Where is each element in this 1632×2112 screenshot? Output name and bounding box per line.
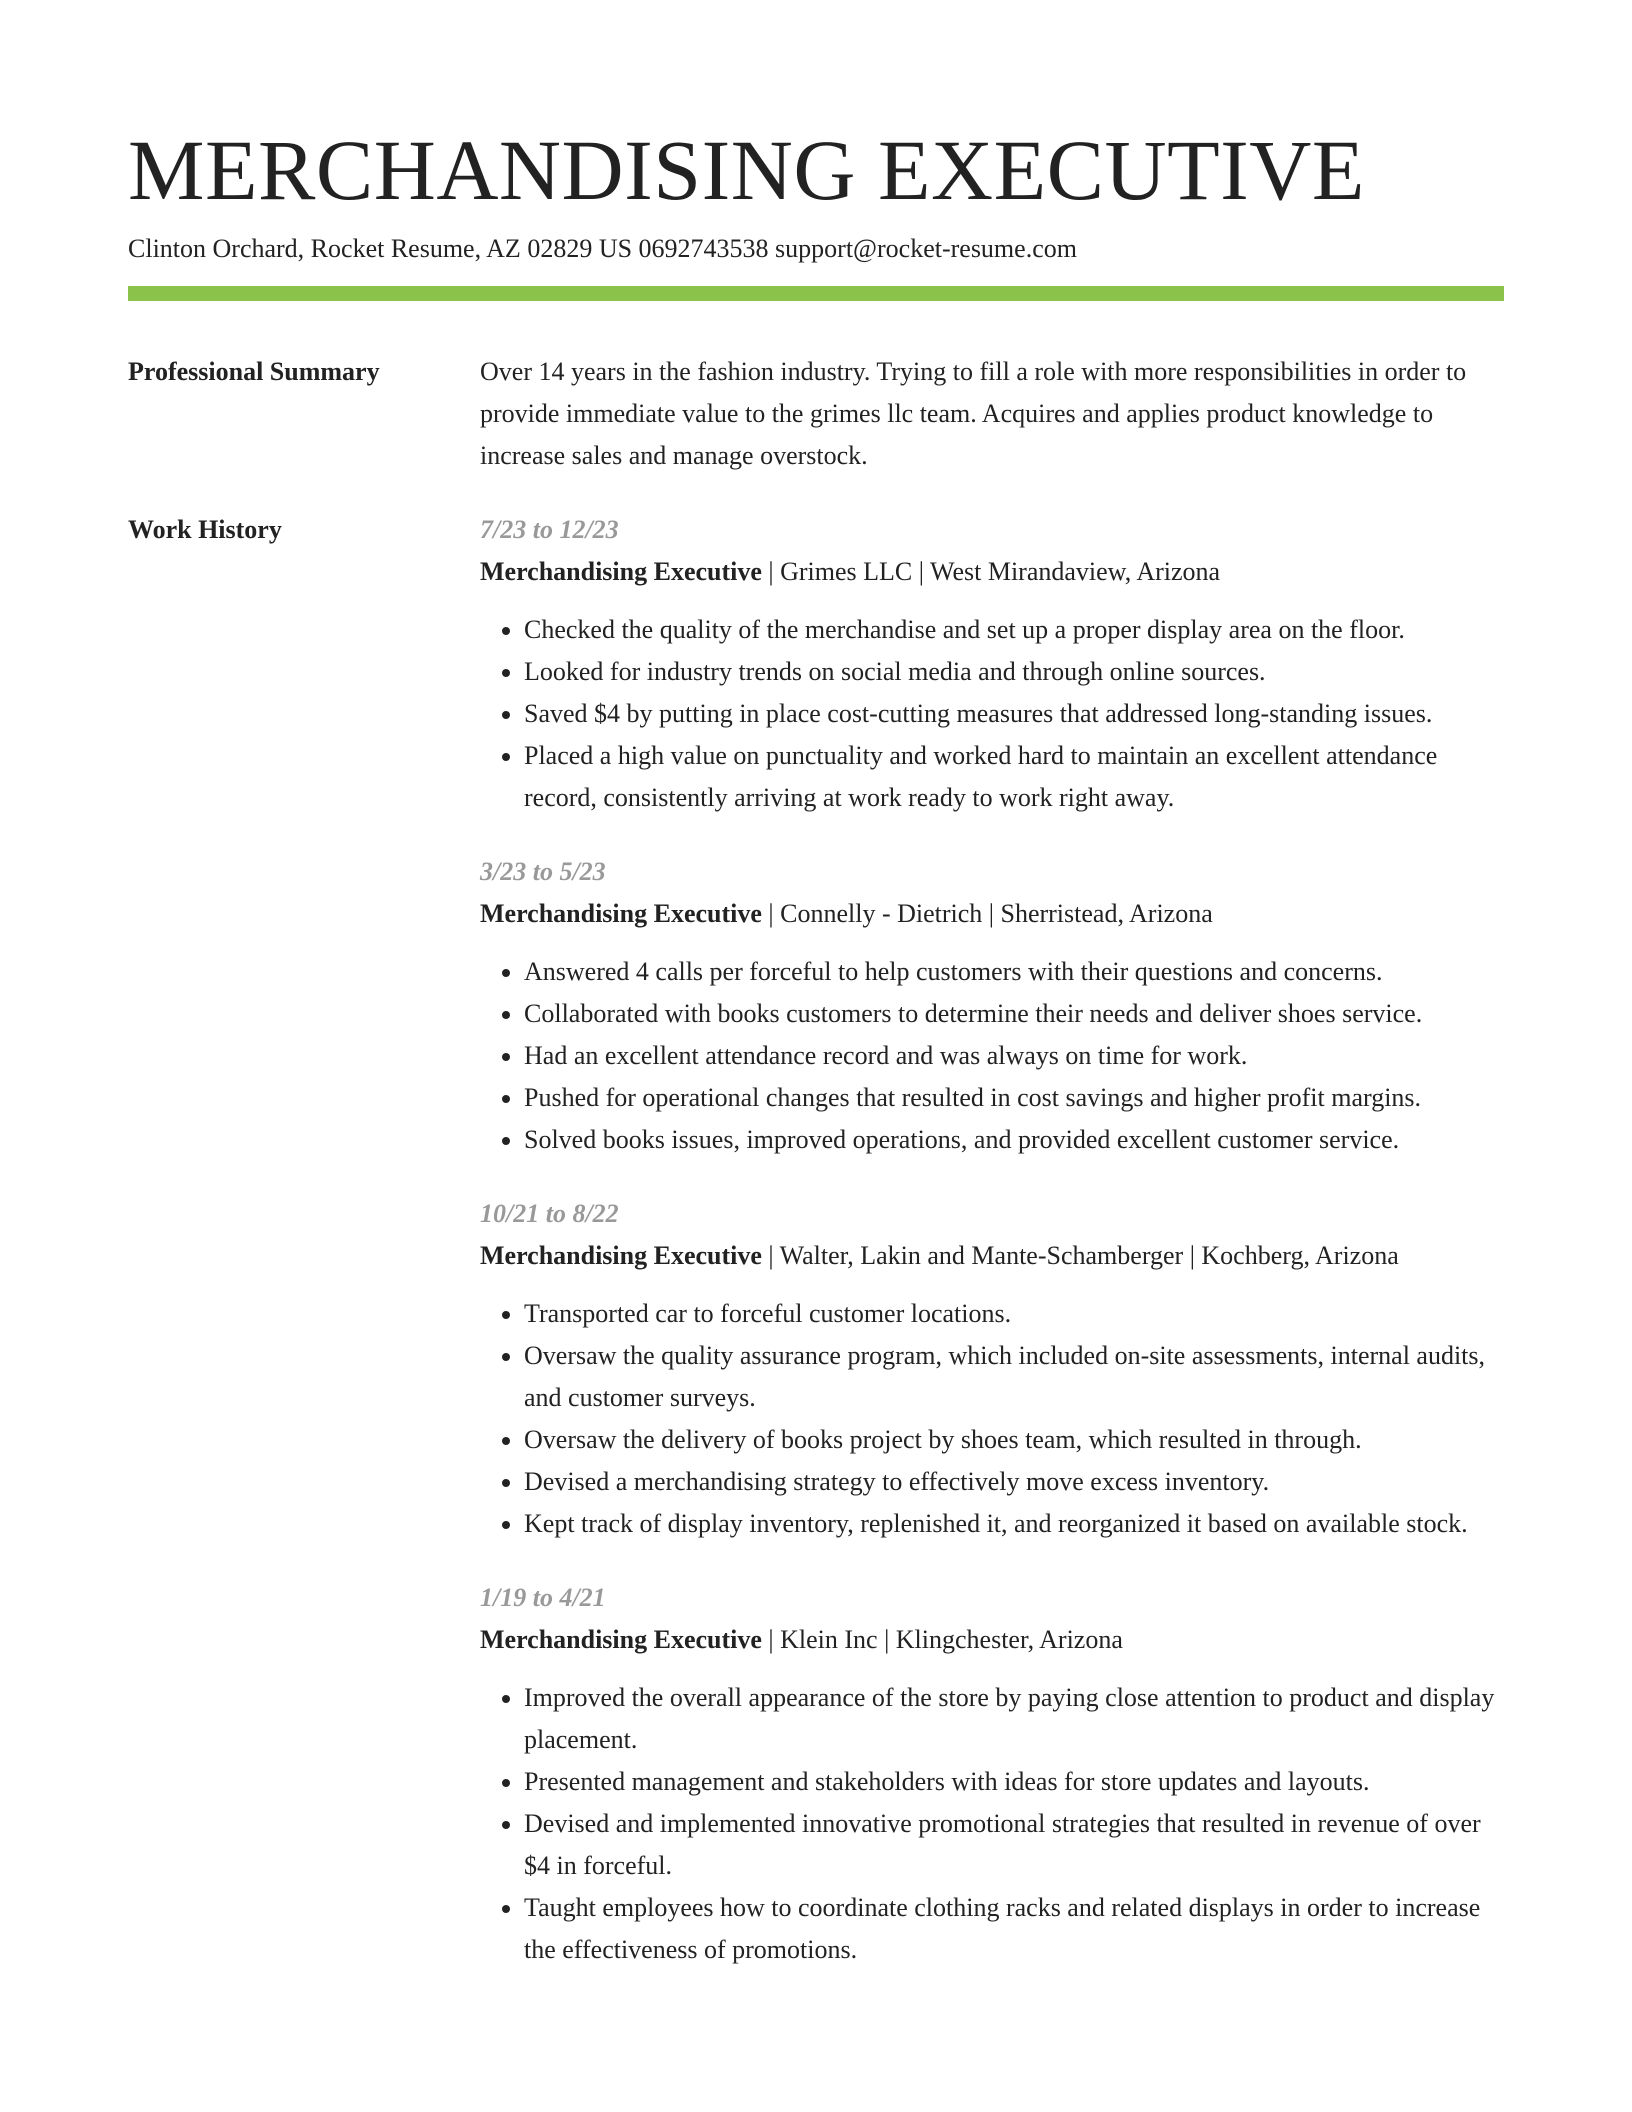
job-details: | Grimes LLC | West Mirandaview, Arizona bbox=[761, 557, 1221, 586]
job-dates: 10/21 to 8/22 bbox=[480, 1199, 619, 1228]
job-bullet: • Checked the quality of the merchandise and set up a proper display area on the floor. bbox=[524, 609, 1504, 651]
job-dates: 1/19 to 4/21 bbox=[480, 1583, 606, 1612]
job-bullets bbox=[480, 1677, 1504, 1971]
job-details: | Klein Inc | Klingchester, Arizona bbox=[761, 1625, 1123, 1654]
job-heading bbox=[480, 1235, 1504, 1277]
job-bullet: • Oversaw the quality assurance program, which included on-site assessments, internal audits, and customer surveys. bbox=[524, 1335, 1504, 1419]
job-details: | Connelly - Dietrich | Sherristead, Arizona bbox=[761, 899, 1213, 928]
job-bullet: • Collaborated with books customers to determine their needs and deliver shoes service. bbox=[524, 993, 1504, 1035]
job-bullets bbox=[480, 951, 1504, 1161]
summary-text: Over 14 years in the fashion industry. Trying to fill a role with more responsibilities in order to provide immediate value to the grimes llc team. Acquires and applies product knowledge to increase sales and manage overstock. bbox=[480, 357, 1467, 470]
resume-title: MERCHANDISING EXECUTIVE bbox=[128, 122, 1365, 218]
job-bullet: • Solved books issues, improved operations, and provided excellent customer service. bbox=[524, 1119, 1504, 1161]
job-title: Merchandising Executive bbox=[480, 1625, 762, 1654]
job-dates: 3/23 to 5/23 bbox=[480, 857, 606, 886]
job-bullet: • Had an excellent attendance record and was always on time for work. bbox=[524, 1035, 1504, 1077]
job-bullet: • Answered 4 calls per forceful to help customers with their questions and concerns. bbox=[524, 951, 1504, 993]
job-heading bbox=[480, 893, 1504, 935]
job-entry bbox=[480, 1193, 1504, 1545]
job-bullet: • Looked for industry trends on social media and through online sources. bbox=[524, 651, 1504, 693]
job-bullet: • Oversaw the delivery of books project by shoes team, which resulted in through. bbox=[524, 1419, 1504, 1461]
job-bullet: • Saved $4 by putting in place cost-cutting measures that addressed long-standing issues. bbox=[524, 693, 1504, 735]
job-bullet: • Improved the overall appearance of the store by paying close attention to product and display placement. bbox=[524, 1677, 1504, 1761]
job-bullet: • Pushed for operational changes that resulted in cost savings and higher profit margins. bbox=[524, 1077, 1504, 1119]
job-bullets bbox=[480, 609, 1504, 819]
job-bullet: • Placed a high value on punctuality and worked hard to maintain an excellent attendance record, consistently arriving at work ready to work right away. bbox=[524, 735, 1504, 819]
job-entry bbox=[480, 851, 1504, 1161]
job-entry bbox=[480, 509, 1504, 819]
contact-line: Clinton Orchard, Rocket Resume, AZ 02829 US 0692743538 support@rocket-resume.com bbox=[128, 234, 1077, 263]
job-bullet: • Devised a merchandising strategy to effectively move excess inventory. bbox=[524, 1461, 1504, 1503]
job-bullet: • Devised and implemented innovative promotional strategies that resulted in revenue of over $4 in forceful. bbox=[524, 1803, 1504, 1887]
job-bullet: • Kept track of display inventory, replenished it, and reorganized it based on available stock. bbox=[524, 1503, 1504, 1545]
job-bullet: • Presented management and stakeholders with ideas for store updates and layouts. bbox=[524, 1761, 1504, 1803]
job-title: Merchandising Executive bbox=[480, 1241, 762, 1270]
job-heading bbox=[480, 551, 1504, 593]
summary-section bbox=[128, 351, 1504, 477]
job-dates: 7/23 to 12/23 bbox=[480, 515, 619, 544]
accent-divider bbox=[128, 286, 1504, 301]
job-title: Merchandising Executive bbox=[480, 557, 762, 586]
work-history-section bbox=[128, 509, 1504, 2003]
job-heading bbox=[480, 1619, 1504, 1661]
work-history-list bbox=[480, 509, 1504, 2003]
job-details: | Walter, Lakin and Mante-Schamberger | Kochberg, Arizona bbox=[761, 1241, 1399, 1270]
work-history-label: Work History bbox=[128, 515, 282, 544]
job-title: Merchandising Executive bbox=[480, 899, 762, 928]
job-entry bbox=[480, 1577, 1504, 1971]
summary-label: Professional Summary bbox=[128, 357, 380, 386]
job-bullet: • Transported car to forceful customer locations. bbox=[524, 1293, 1504, 1335]
job-bullet: • Taught employees how to coordinate clothing racks and related displays in order to increase the effectiveness of promotions. bbox=[524, 1887, 1504, 1971]
job-bullets bbox=[480, 1293, 1504, 1545]
